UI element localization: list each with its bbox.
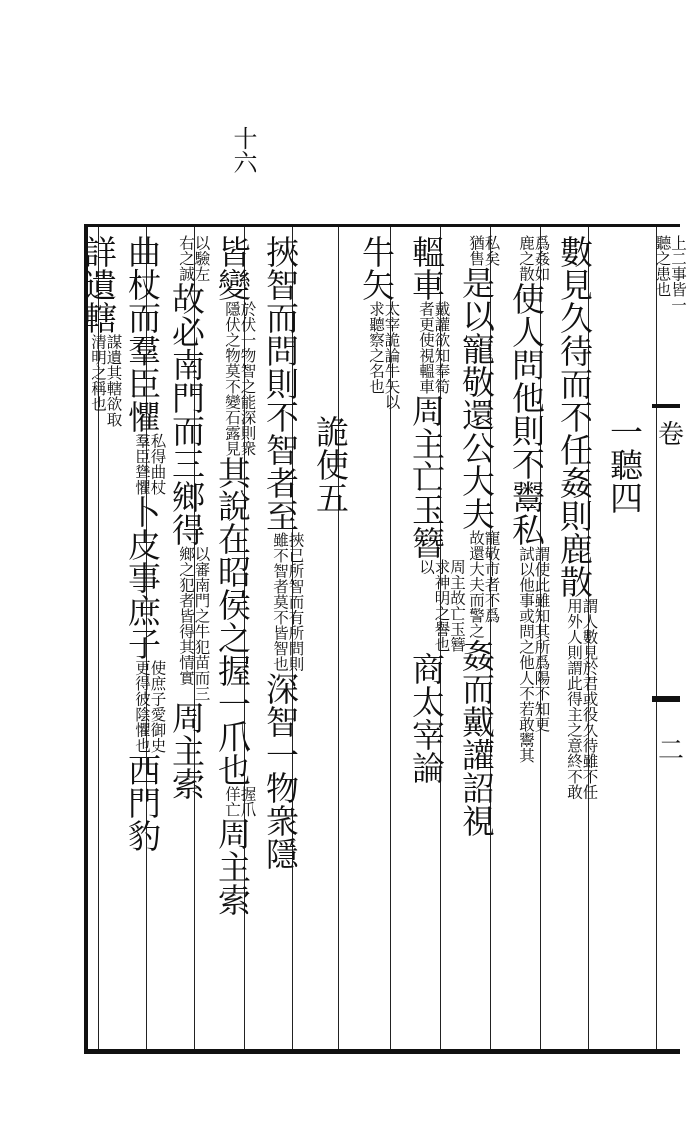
main-text: 周主亡玉簪 — [407, 394, 446, 559]
annotation-group — [224, 786, 255, 817]
annotation-line: 求神明之譽也 — [432, 559, 451, 652]
annotation-group — [468, 530, 499, 639]
annotation-line: 寵敬市者不爲 — [482, 530, 501, 623]
annotation-line: 私得曲杖 — [148, 433, 167, 495]
main-text: 西門豹 — [123, 753, 162, 852]
annotation-group — [566, 598, 597, 800]
annotation-line: 試以他事或問之他人不若敢鬻其 — [517, 545, 535, 763]
text-column-6 — [407, 235, 466, 1047]
main-text: 轀車 — [407, 235, 446, 301]
annotation-line: 以審南門之牛犯苗而三 — [192, 545, 211, 701]
annotation-group — [134, 433, 165, 495]
main-text: 皆變 — [213, 235, 252, 301]
annotation-group — [178, 235, 209, 282]
annotation-line: 佯亡 — [223, 786, 241, 817]
main-text: 其說在昭侯之握一爪也 — [213, 456, 252, 786]
text-column-7 — [357, 235, 401, 1047]
annotation-line: 謂使此雖知其所爲陽不知更 — [532, 545, 551, 732]
annotation-group — [518, 546, 549, 763]
text-column-10 — [213, 235, 257, 1047]
annotation-line: 太宰詭論牛矢以 — [382, 301, 401, 410]
annotation-line: 握爪 — [238, 786, 257, 817]
text-column-9 — [261, 235, 305, 1047]
annotation-line: 故還大夫而警之 — [467, 530, 485, 639]
main-text: 詳遺轄 — [79, 235, 118, 334]
annotation-line: 右之誠 — [177, 235, 195, 282]
annotation-line: 清明之稱也 — [89, 334, 107, 412]
annotation-group — [654, 235, 685, 313]
annotation-line: 謂人數見於君或役久待雖不任 — [580, 598, 599, 800]
text-column-2 — [605, 235, 644, 1047]
annotation-group — [134, 660, 165, 753]
text-column-4 — [507, 235, 551, 1047]
annotation-group — [90, 334, 121, 427]
annotation-line: 用外人則謂此得主之意終不敢 — [565, 598, 583, 800]
annotation-line: 以驗左 — [192, 235, 211, 282]
annotation-group — [418, 559, 465, 652]
annotation-group — [178, 546, 209, 701]
annotation-line: 上二事皆一 — [669, 235, 687, 313]
main-text: 挾智而問則不智者至 — [261, 235, 300, 532]
annotation-line: 謀遺其轄欲取 — [104, 334, 123, 427]
page-number: 十六 — [229, 126, 257, 174]
main-text: 周主索 — [167, 700, 206, 800]
annotation-line: 者更使視轀車 — [417, 301, 435, 394]
annotation-line: 鄉之犯者皆得其情實 — [177, 545, 195, 685]
annotation-line: 隱伏之物莫不變石露見 — [223, 301, 241, 456]
main-text: 數見久待而不任姦則鹿散 — [555, 235, 594, 598]
annotation-line: 爲姦如 — [532, 235, 551, 282]
main-text: 是以寵敬還公大夫 — [457, 266, 496, 530]
annotation-line: 猶售 — [467, 235, 485, 266]
text-column-13 — [79, 235, 123, 1047]
annotation-line: 雖不智者莫不皆智也 — [271, 532, 289, 672]
annotation-line: 周主故亡玉簪 — [448, 559, 466, 652]
annotation-line: 於伏一物智之能深則衆 — [238, 301, 257, 456]
section-heading: 一聽四 — [605, 415, 644, 514]
annotation-line: 羣臣聳懼 — [133, 433, 151, 495]
annotation-line: 戴讙欲知奉筍 — [432, 301, 451, 394]
main-text: 故必南門而三鄉得 — [167, 281, 206, 546]
main-text: 姦而戴讙詔視 — [457, 638, 496, 837]
main-text: 卜皮事庶子 — [123, 495, 162, 660]
annotation-group — [368, 301, 399, 410]
text-column-8 — [311, 235, 350, 1047]
text-column-12 — [123, 235, 167, 1047]
text-column-3 — [555, 235, 599, 1047]
annotation-line: 私矣 — [482, 235, 501, 266]
main-text: 曲杖而羣臣懼 — [123, 235, 162, 433]
section-heading: 詭使五 — [311, 415, 350, 514]
annotation-group — [272, 532, 303, 672]
edge-char: 卷 — [658, 420, 685, 450]
annotation-line: 聽之患也 — [653, 235, 672, 297]
annotation-line: 鹿之散 — [517, 235, 535, 282]
annotation-line: 求聽察之名也 — [367, 301, 385, 394]
annotation-line: 更得彼陰懼也 — [133, 660, 151, 753]
main-text: 深智一物衆隱 — [261, 671, 300, 870]
annotation-group — [418, 301, 449, 394]
annotation-group — [224, 301, 255, 456]
next-page-edge — [652, 404, 685, 1064]
annotation-group — [468, 235, 499, 266]
text-column-11 — [167, 235, 211, 1047]
annotation-line: 以 — [417, 559, 435, 575]
edge-page-number: 二 — [658, 736, 685, 766]
annotation-line: 使庶子愛御史 — [148, 660, 167, 753]
main-text: 牛矢 — [357, 235, 396, 301]
annotation-group — [518, 235, 549, 282]
main-text: 商太宰論 — [407, 652, 446, 784]
annotation-line: 挾已所智而有所問則 — [286, 532, 305, 672]
main-text: 周主索 — [213, 817, 252, 916]
main-text: 使人問他則不鬻私 — [507, 281, 546, 546]
text-frame — [79, 224, 687, 1054]
